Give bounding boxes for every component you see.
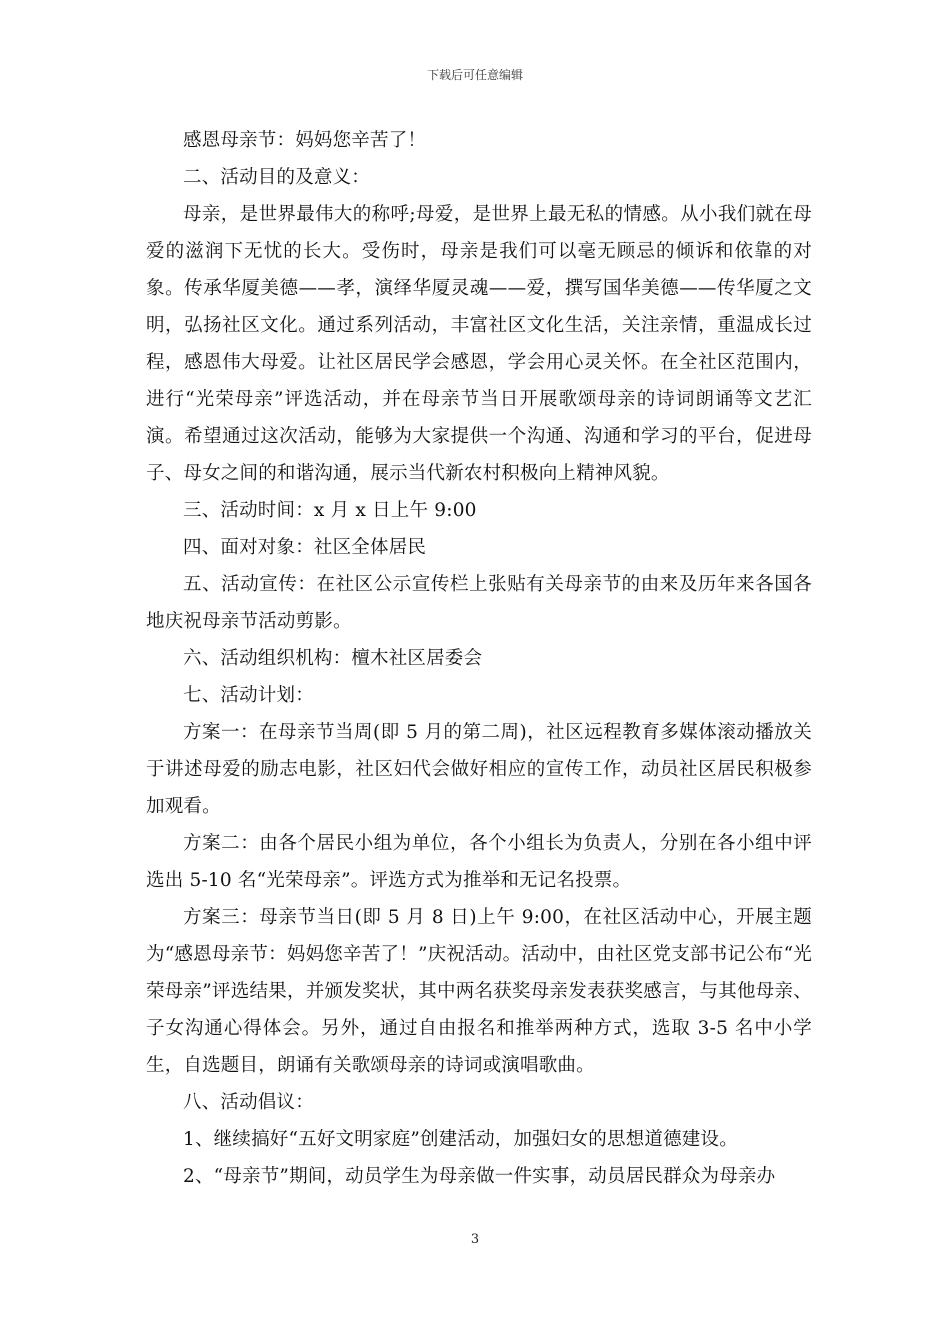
paragraph-slogan: 感恩母亲节：妈妈您辛苦了！ xyxy=(183,130,427,151)
page-header-note: 下载后可任意编辑 xyxy=(426,68,523,82)
section-heading-initiative: 八、活动倡议： xyxy=(183,1092,314,1113)
paragraph-plan-two: 方案二：由各个居民小组为单位，各个小组长为负责人，分别在各小组中评选出 5-10 名“光荣母亲”。评选方式为推举和无记名投票。 xyxy=(146,833,812,891)
page-number: 3 xyxy=(470,1232,480,1247)
document-body xyxy=(146,122,812,1195)
paragraph-plan-three: 方案三：母亲节当日(即 5 月 8 日)上午 9:00，在社区活动中心，开展主题为“感恩母亲节：妈妈您辛苦了！”庆祝活动。活动中，由社区党支部书记公布“光荣母亲”评选结果，并颁发奖状，其中两名获奖母亲发表获奖感言，与其他母亲、子女沟通心得体会。另外，通过自由报名和推举两种方式，选取 3-5 名中小学生，自选题目，朗诵有关歌颂母亲的诗词或演唱歌曲。 xyxy=(146,907,812,1076)
paragraph-publicity: 五、活动宣传：在社区公示宣传栏上张贴有关母亲节的由来及历年来各国各地庆祝母亲节活动剪影。 xyxy=(146,574,812,632)
paragraph-purpose: 母亲，是世界最伟大的称呼;母爱，是世界上最无私的情感。从小我们就在母爱的滋润下无忧的长大。受伤时，母亲是我们可以毫无顾忌的倾诉和依靠的对象。传承华厦美德——孝，演绎华厦灵魂——爱，撰写国华美德——传华厦之文明，弘扬社区文化。通过系列活动，丰富社区文化生活，关注亲情，重温成长过程，感恩伟大母爱。让社区居民学会感恩，学会用心灵关怀。在全社区范围内，进行“光荣母亲”评选活动，并在母亲节当日开展歌颂母亲的诗词朗诵等文艺汇演。希望通过这次活动，能够为大家提供一个沟通、沟通和学习的平台，促进母子、母女之间的和谐沟通，展示当代新农村积极向上精神风貌。 xyxy=(146,204,812,484)
section-heading-time: 三、活动时间：x 月 x 日上午 9:00 xyxy=(183,500,477,521)
paragraph-plan-one: 方案一：在母亲节当周(即 5 月的第二周)，社区远程教育多媒体滚动播放关于讲述母爱的励志电影，社区妇代会做好相应的宣传工作，动员社区居民积极参加观看。 xyxy=(146,722,812,817)
paragraph-initiative-one: 1、继续搞好“五好文明家庭”创建活动，加强妇女的思想道德建设。 xyxy=(183,1129,738,1150)
section-heading-organizer: 六、活动组织机构：檀木社区居委会 xyxy=(183,648,483,669)
section-heading-plan: 七、活动计划： xyxy=(183,685,314,706)
section-heading-purpose: 二、活动目的及意义： xyxy=(183,167,371,188)
section-heading-audience: 四、面对对象：社区全体居民 xyxy=(183,537,427,558)
paragraph-initiative-two: 2、“母亲节”期间，动员学生为母亲做一件实事，动员居民群众为母亲办 xyxy=(183,1166,776,1187)
